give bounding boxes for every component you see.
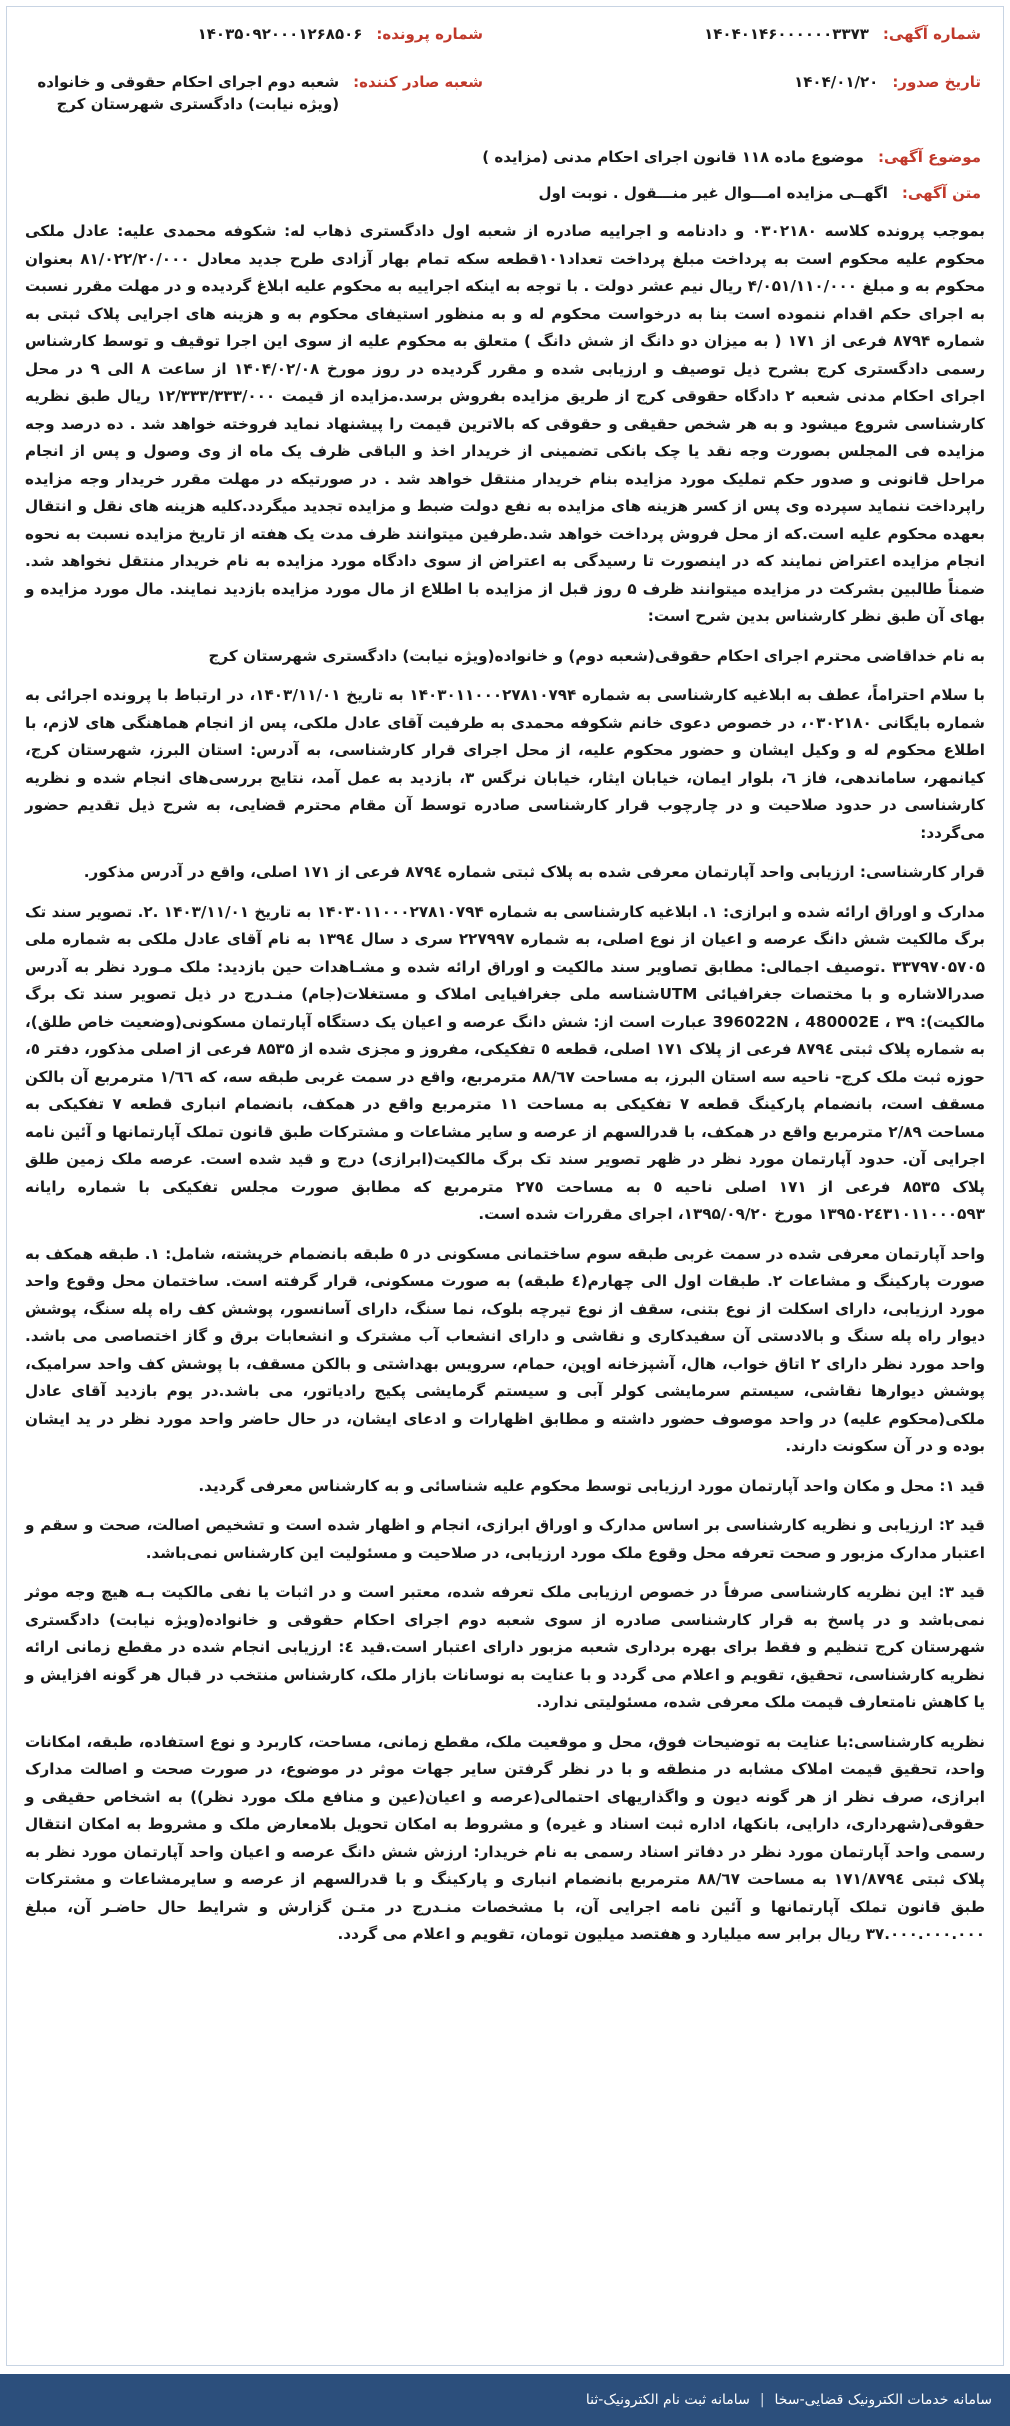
body-paragraph: قید ۲: ارزیابی و نظریه کارشناسی بر اساس مدارک و اوراق ابرازی، انجام و اظهار شده است و تشخیص اصالت، صحت و سقم و اعتبار مدارک مزبور و صحت تعرفه محل وقوع ملک مورد ارزیابی، در صلاحیت و مسئولیت این کارشناس نمی‌باشد. [25, 1516, 985, 1562]
issuer-label: شعبه صادر کننده: [353, 73, 483, 91]
notice-header [7, 7, 1003, 142]
notice-text-value: اگهــی مزایده امـــوال غیر منـــقول . نوبت اول [538, 184, 888, 202]
subject-value: موضوع ماده ۱۱۸ قانون اجرای احکام مدنی (مزایده ) [482, 148, 864, 166]
ad-number-value: ۱۴۰۴۰۱۴۶۰۰۰۰۰۰۳۳۷۳ [704, 25, 869, 43]
subject-label: موضوع آگهی: [877, 148, 981, 166]
case-number-row [23, 23, 483, 45]
issuer-row [23, 71, 483, 115]
header-right-column [551, 23, 981, 93]
issuer-value: شعبه دوم اجرای احکام حقوقی و خانواده (ویژه نیابت) دادگستری شهرستان کرج [37, 73, 340, 113]
body-paragraph: واحد آپارتمان معرفی شده در سمت غربی طبقه سوم ساختمانی مسکونی در ٥ طبقه بانضمام خرپشته، شامل: ۱. طبقه همکف به صورت پارکینگ و مشاعات ۲. طبقات اول الی چهارم(٤ طبقه) به صورت مسکونی، قرار گرفته است. ساختمان محل وقوع واحد مورد ارزیابی، دارای اسکلت از نوع بتنی، سقف از نوع تیرچه بلوک، نما سنگ، دارای آسانسور، پوشش کف راه پله سنگ، پوشش دیوار راه پله سنگ و بالادستی آن سفیدکاری و نقاشی و دارای انشعاب آب مشترک و انشعابات برق و گاز اختصاصی می باشد. واحد مورد نظر دارای ۲ اتاق خواب، هال، آشپزخانه اوپن، حمام، سرویس بهداشتی و بالکن مسقف، با پوشش کف واحد سرامیک، پوشش دیوارها نقاشی، سیستم سرمایشی کولر آبی و سیستم گرمایشی پکیج رادیاتور، می باشد.در یوم بازدید آقای عادل ملکی(محکوم علیه) در واحد موصوف حضور داشته و مطابق اظهارات و ادعای ایشان، در حال حاضر واحد مورد نظر در ید ایشان بوده و در آن سکونت دارند. [25, 1244, 985, 1455]
body-paragraph: نظریه کارشناسی:با عنایت به توضیحات فوق، محل و موقعیت ملک، مقطع زمانی، مساحت، کاربرد و نوع استفاده، طبقه، امکانات واحد، تحقیق قیمت املاک مشابه در منطقه و با در نظر گرفتن سایر جهات موثر در موضوع، در صورت صحت و اصالت مدارک ابرازی، صرف نظر از هر گونه دیون و واگذاریهای احتمالی(عرصه و اعیان(عین و منافع ملک مورد نظر)) به اشخاص حقیقی و حقوقی(شهرداری، دارایی، بانکها، اداره ثبت اسناد و غیره) و مشروط به امکان تحویل بلامعارض ملک و مشروط به امکان انتقال رسمی واحد آپارتمان مورد نظر در دفاتر اسناد رسمی به نام خریدار: ارزش شش دانگ عرصه و اعیان واحد آپارتمان مورد نظر به پلاک ثبتی ۱۷۱/۸۷۹٤ به مساحت ۸۸/٦۷ مترمربع بانضمام انباری و پارکینگ و با قدرالسهم از عرصه و سایرمشاعات و مشترکات طبق قانون تملک آپارتمانها و آئین نامه اجرایی آن، با مشخصات منـدرج در متـن گزارش و شرایط حال حاضـر آن، مبلغ ۳۷.۰۰۰.۰۰۰.۰۰۰ ریال برابر سه میلیارد و هفتصد میلیون تومان، تقویم و اعلام می گردد. [25, 1732, 986, 1943]
notice-frame [6, 6, 1004, 2366]
notice-text-label: متن آگهی: [901, 184, 981, 202]
body-paragraph: بموجب پرونده کلاسه ۰۳۰۲۱۸۰ و دادنامه و اجراییه صادره از شعبه اول دادگستری ذهاب له: شکوفه محمدی علیه: عادل ملکی محکوم علیه محکوم است به پرداخت مبلغ پرداخت تعداد۱۰۱قطعه سکه تمام بهار آزادی طرح جدید معادل ۸۱/۰۲۲/۲۰/۰۰۰ بعنوان محکوم به و مبلغ ۴/۰۵۱/۱۱۰/۰۰۰ ریال نیم عشر دولت . با توجه به اینکه اجراییه به محکوم علیه ابلاغ گردیده و در مهلت مقرر نسبت به اجرای حکم اقدام ننموده است بنا به درخواست محکوم له و به منظور استیفای محکوم به و هزینه های اجرایی پلاک ثبتی به شماره ۸۷۹۴ فرعی از ۱۷۱ ( به میزان دو دانگ از شش دانگ ) متعلق به محکوم علیه از سوی این اجرا توقیف و توسط کارشناس رسمی دادگستری کرج بشرح ذیل توصیف و ارزیابی شده و مقرر گردیده در روز مورخ ۱۴۰۴/۰۲/۰۸ از ساعت ۸ الی ۹ در محل اجرای احکام مدنی شعبه ۲ دادگاه حقوقی کرج از طریق مزایده بفروش برسد.مزایده از قیمت ۱۲/۳۳۳/۳۳۳/۰۰۰ ریال طبق نظریه کارشناسی شروع میشود و به هر شخص حقیقی و حقوقی که بالاترین قیمت را پیشنهاد نماید فروخته خواهد شد . ده درصد وجه مزایده فی المجلس بصورت وجه نقد یا چک بانکی تضمینی از خریدار اخذ و الباقی ظرف یک ماه از وی وصول و پس از انجام مراحل قانونی و صدور حکم تملیک مورد مزایده بنام خریدار منتقل خواهد شد . در صورتیکه در مهلت مقرر خریدار وجه مزایده راپرداخت ننماید سپرده وی پس از کسر هزینه های مزایده به نفع دولت ضبط و مزایده تجدید میگردد.کلیه هزینه های نقل و انتقال بعهده محکوم علیه است.که از محل فروش پرداخت خواهد شد.طرفین میتوانند ظرف مدت یک هفته از تاریخ مزایده نسبت به نحوه انجام مزایده اعتراض نمایند که در اینصورت تا رسیدگی به اعتراض از سوی دادگاه مورد مزایده به نام خریدار منتقل نخواهد شد. ضمناً طالبین بشرکت در مزایده میتوانند ظرف ۵ روز قبل از مزایده با اطلاع از مال مورد مزایده بازدید نمایند. مال مورد مزایده و بهای آن طبق نظر کارشناس بدین شرح است: [25, 222, 986, 625]
footer-bar [0, 2374, 1010, 2426]
notice-meta [7, 146, 1003, 204]
body-paragraph: قید ۱: محل و مکان واحد آپارتمان مورد ارزیابی توسط محکوم علیه شناسائی و به کارشناس معرفی گردید. [198, 1476, 985, 1495]
notice-text-row [29, 182, 981, 204]
body-paragraph: قید ۳: این نظریه کارشناسی صرفاً در خصوص ارزیابی ملک تعرفه شده، معتبر است و در اثبات یا نفی مالکیت بـه هیچ وجه موثر نمی‌باشد و در پاسخ به قرار کارشناسی صادره از سوی شعبه دوم اجرای احکام حقوقی و خانواده(ویژه نیابت) دادگستری شهرستان کرج تنظیم و فقط برای بهره برداری شعبه مزبور دارای اعتبار است.قید ٤: ارزیابی انجام شده در مقطع زمانی ارائه نظریه کارشناسی، تحقیق، تقویم و اعلام می گردد و با عنایت به نوسانات بازار ملک، کارشناس منتخب در قبال هر گونه افزایش و یا کاهش نامتعارف قیمت ملک معرفی شده، مسئولیتی ندارد. [25, 1583, 985, 1711]
notice-body [7, 218, 1003, 1949]
body-paragraph: به نام خداقاضی محترم اجرای احکام حقوقی(شعبه دوم) و خانواده(ویژه نیابت) دادگستری شهرستان کرج [208, 646, 985, 665]
case-number-value: ۱۴۰۳۵۰۹۲۰۰۰۱۲۶۸۵۰۶ [197, 25, 363, 43]
issue-date-value: ۱۴۰۴/۰۱/۲۰ [794, 73, 879, 91]
issue-date-row [551, 71, 981, 93]
footer-link-sakha[interactable]: سامانه خدمات الکترونیک قضایی-سخا [774, 2392, 992, 2408]
body-paragraph: قرار کارشناسی: ارزیابی واحد آپارتمان معرفی شده به پلاک ثبتی شماره ۸۷۹٤ فرعی از ۱۷۱ اصلی، واقع در آدرس مذکور. [83, 863, 985, 881]
ad-number-label: شماره آگهی: [882, 25, 981, 43]
body-paragraph: مدارک و اوراق ارائه شده و ابرازی: ۱. ابلاغیه کارشناسی به شماره ۱۴۰۳۰۱۱۰۰۰۲۷۸۱۰۷۹۴ به تاریخ ۱۴۰۳/۱۱/۰۱ .۲. تصویر سند تک برگ مالکیت شش دانگ عرصه و اعیان از نوع اصلی، به شماره ۲۲۷۹۹۷ سری د سال ۱۳۹٤ به نام آقای عادل ملکی به شماره ملی ۳۳۷۹۷۰۵۷۰۵ .توصیف اجمالی: مطابق تصاویر سند مالکیت و اوراق ارائه شده و مشـاهدات حین بازدید: ملک مـورد نظر به آدرس صدرالاشاره و با مختصات جغرافیائی UTMشناسه ملی جغرافیایی املاک و مستغلات(جام) منـدرج در ذیل تصویر سند تک برگ مالکیت): ۳۹ ، 396022N ، 480002E عبارت است از: شش دانگ عرصه و اعیان یک دستگاه آپارتمان مسکونی(وضعیت خاص طلق)، به شماره پلاک ثبتی ۸۷۹٤ فرعی از پلاک ۱۷۱ اصلی، قطعه ٥ تفکیکی، مفروز و مجزی شده از ۸۵۳۵ فرعی از اصلی مذکور، دفتر ٥، حوزه ثبت ملک کرج- ناحیه سه استان البرز، به مساحت ۸۸/٦۷ مترمربع، واقع در سمت غربی طبقه سه، که ۱/٦٦ مترمربع آن بالکن مسقف است، بانضمام پارکینگ قطعه ۷ تفکیکی به مساحت ۱۱ مترمربع واقع در همکف، بانضمام انباری قطعه ۷ تفکیکی به مساحت ۲/۸۹ مترمربع واقع در همکف، با قدرالسهم از عرصه و سایر مشاعات و مشترکات طبق قانون تملک آپارتمانها و آئین نامه اجرایی آن. حدود آپارتمان مورد نظر در ظهر تصویر سند تک برگ مالکیت(ابرازی) درج و قید شده است. عرصه ملک زمین طلق پلاک ۸۵۳۵ فرعی از ۱۷۱ اصلی ناحیه ٥ به مساحت ۲۷٥ مترمربع که مطابق صورت مجلس تفکیکی با شماره رایانه ۱۳۹۵۰۲٤۳۱۰۱۱۰۰۰۵۹۳ مورخ ۱۳۹۵/۰۹/۲۰، اجرای مقررات شده است. [25, 902, 986, 1223]
case-number-label: شماره پرونده: [376, 25, 483, 43]
issue-date-label: تاریخ صدور: [892, 73, 981, 91]
footer-link-sana[interactable]: سامانه ثبت نام الکترونیک-ثنا [585, 2392, 750, 2408]
body-paragraph: با سلام احتراماً، عطف به ابلاغیه کارشناسی به شماره ۱۴۰۳۰۱۱۰۰۰۲۷۸۱۰۷۹۴ به تاریخ ۱۴۰۳/۱۱/۰۱، در ارتباط با پرونده اجرائی به شماره بایگانی ۰۳۰۲۱۸۰، در خصوص دعوی خانم شکوفه محمدی به طرفیت آقای عادل ملکی، پس از انجام هماهنگی های لازم، با اطلاع محکوم له و وکیل ایشان و حضور محکوم علیه، از محل اجرای قرار کارشناسی، به آدرس: استان البرز، شهرستان کرج، کیانمهر، ساماندهی، فاز ٦، بلوار ایمان، خیابان ایثار، خیابان نرگس ٣، بازدید به عمل آمد، نتایج بررسی‌های انجام شده و نظریه کارشناسی در حدود صلاحیت و در چارچوب قرار کارشناسی صادره توسط آن مقام محترم قضایی، به شرح ذیل تقدیم حضور می‌گردد: [25, 686, 985, 842]
ad-number-row [551, 23, 981, 45]
header-left-column [23, 23, 483, 115]
subject-row [29, 146, 981, 168]
footer-separator: | [759, 2392, 765, 2408]
